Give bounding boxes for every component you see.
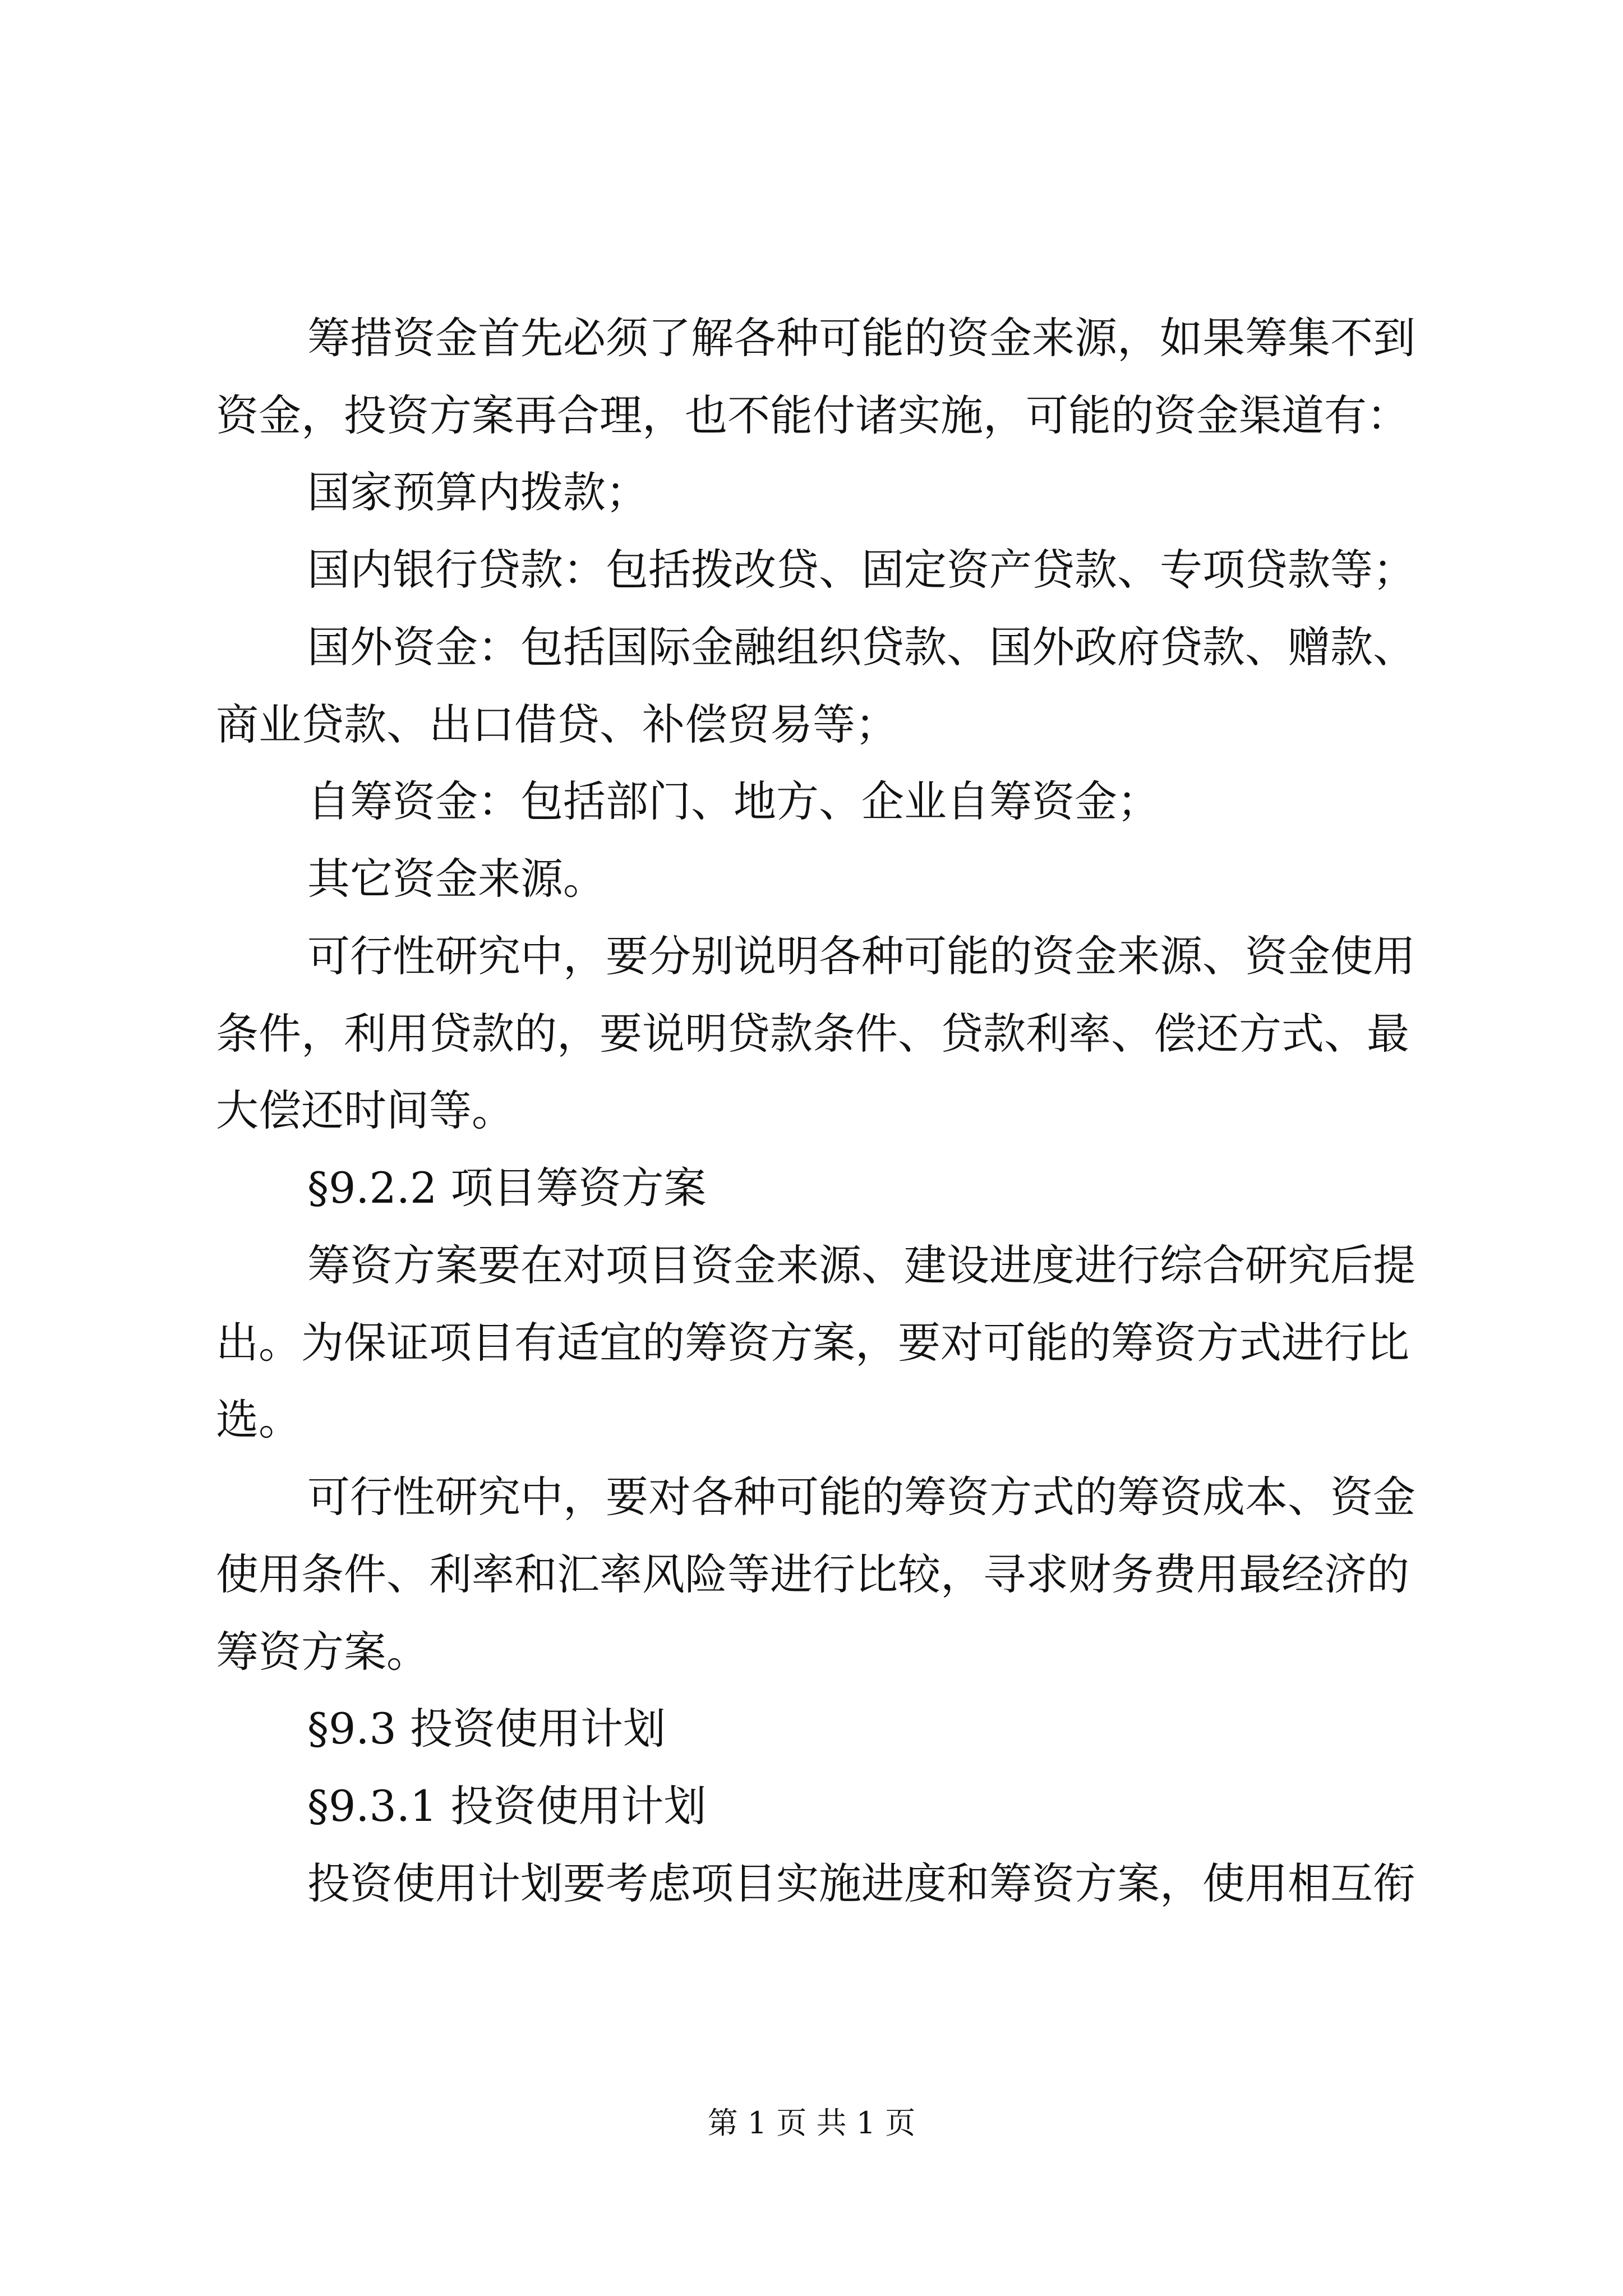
paragraph-line: 筹措资金首先必须了解各种可能的资金来源，如果筹集不到	[307, 313, 1415, 363]
paragraph-line: 出。为保证项目有适宜的筹资方案，要对可能的筹资方式进行比	[216, 1318, 1409, 1368]
paragraph-line: 商业贷款、出口借贷、补偿贸易等；	[216, 700, 898, 749]
paragraph-line: 筹资方案要在对项目资金来源、建设进度进行综合研究后提	[307, 1240, 1415, 1290]
paragraph-line: 筹资方案。	[216, 1627, 429, 1677]
paragraph-line: 可行性研究中，要对各种可能的筹资方式的筹资成本、资金	[307, 1472, 1415, 1522]
paragraph-line: 大偿还时间等。	[216, 1085, 514, 1135]
paragraph-line: 投资使用计划要考虑项目实施进度和筹资方案，使用相互衔	[307, 1858, 1415, 1908]
paragraph-line: 资金，投资方案再合理，也不能付诸实施，可能的资金渠道有：	[216, 390, 1409, 440]
section-heading: §9.2.2 项目筹资方案	[307, 1163, 707, 1213]
paragraph-line: 自筹资金：包括部门、地方、企业自筹资金；	[307, 776, 1160, 826]
paragraph-line: 条件，利用贷款的，要说明贷款条件、贷款利率、偿还方式、最	[216, 1009, 1409, 1059]
paragraph-line: 国家预算内拨款；	[307, 467, 648, 517]
paragraph-line: 选。	[216, 1395, 301, 1444]
paragraph-line: 使用条件、利率和汇率风险等进行比较，寻求财务费用最经济的	[216, 1549, 1409, 1599]
paragraph-line: 国内银行贷款：包括拨改贷、固定资产贷款、专项贷款等；	[307, 545, 1415, 595]
paragraph-line: 国外资金：包括国际金融组织贷款、国外政府贷款、赠款、	[307, 622, 1415, 672]
page-footer: 第 1 页 共 1 页	[707, 2105, 916, 2141]
paragraph-line: 可行性研究中，要分别说明各种可能的资金来源、资金使用	[307, 931, 1415, 981]
paragraph-line: 其它资金来源。	[307, 854, 606, 904]
section-heading: §9.3 投资使用计划	[307, 1704, 666, 1754]
section-heading: §9.3.1 投资使用计划	[307, 1781, 707, 1831]
